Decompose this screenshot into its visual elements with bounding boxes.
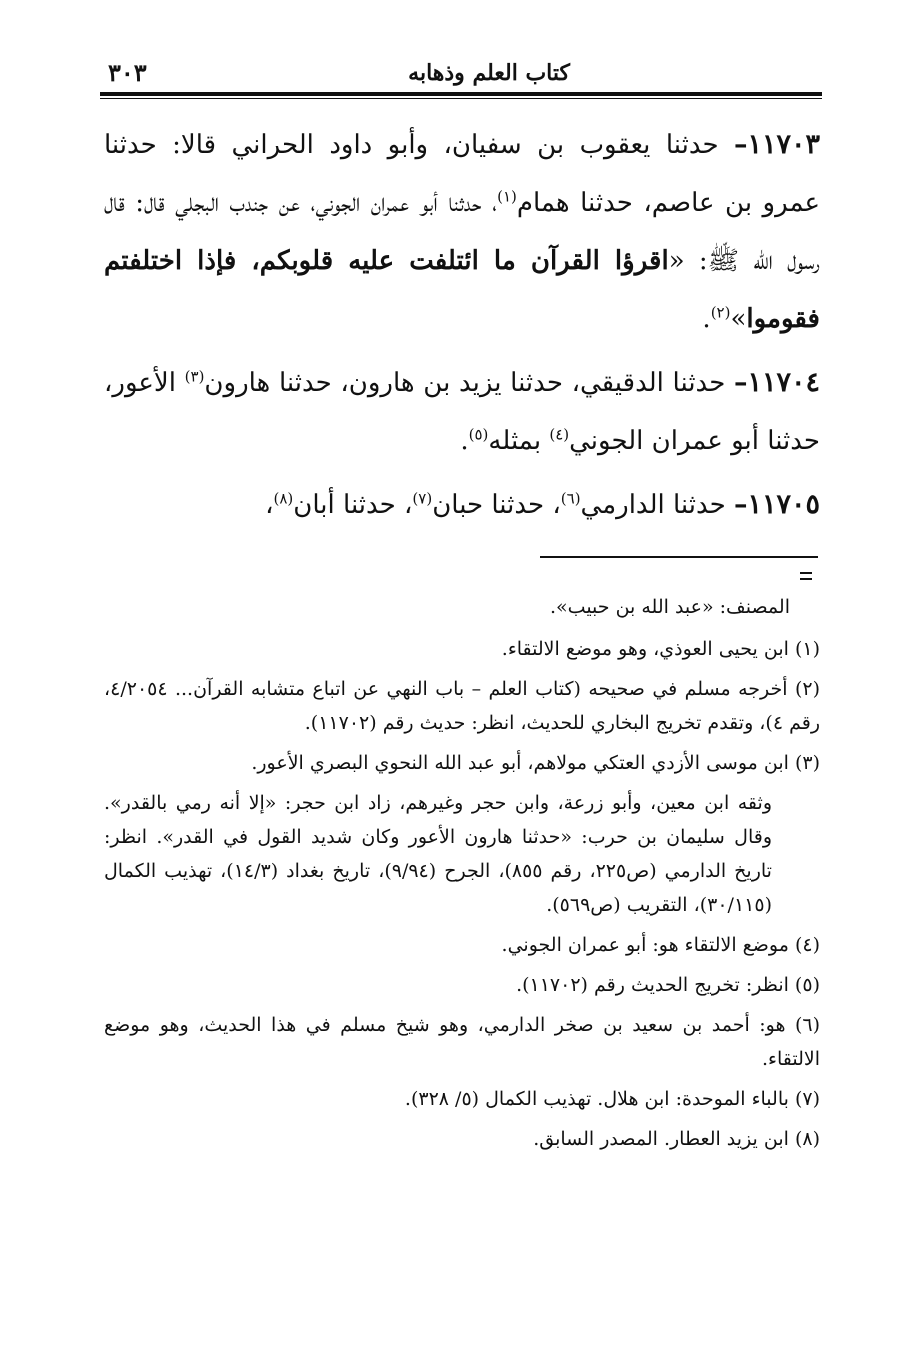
footnote-7: (٧) بالباء الموحدة: ابن هلال. تهذيب الكمال (٥/ ٣٢٨). xyxy=(404,1088,820,1110)
footnote-ref: (٨) xyxy=(273,489,294,508)
hadith-11703 xyxy=(104,116,820,348)
footnote-3: (٣) ابن موسى الأزدي العتكي مولاهم، أبو عبد الله النحوي البصري الأعور. xyxy=(251,752,820,774)
hadith-text: حدثنا الدقيقي، حدثنا يزيد بن هارون، حدثنا هارون xyxy=(204,368,734,398)
footnote-ref: (١) xyxy=(497,187,517,206)
hadith-text: ، حدثنا أبان xyxy=(293,490,413,520)
footnote-1: (١) ابن يحيى العوذي، وهو موضع الالتقاء. xyxy=(501,638,820,660)
hadith-number: ١١٧٠٣– xyxy=(733,129,820,160)
continuation-mark xyxy=(800,578,812,580)
footnote-ref: (٥) xyxy=(468,425,489,444)
quote-close: » xyxy=(730,304,747,334)
footnote-2: (٢) أخرجه مسلم في صحيحه (كتاب العلم – باب النهي عن اتباع متشابه القرآن... ٤/٢٠٥٤، رقم ٤)، وتقدم تخريج البخاري للحديث، انظر: حديث رقم (١١٧٠٢). xyxy=(104,678,820,734)
footnotes xyxy=(104,590,820,1162)
header-rule-thick xyxy=(100,92,822,96)
footnote-3-continuation: وثقه ابن معين، وأبو زرعة، وابن حجر وغيرهم، زاد ابن حجر: «إلا أنه رمي بالقدر». وقال سليمان بن حرب: «حدثنا هارون الأعور وكان شديد القول في القدر». انظر: تاريخ الدارمي (ص٢٢٥، رقم ٨٥٥)، الجرح (٩/٩٤)، تاريخ بغداد (١٤/٣)، تهذيب الكمال (٣٠/١١٥)، التقريب (ص٥٦٩). xyxy=(104,792,772,916)
hadith-text: الأعور، حدثنا أبو عمران الجوني xyxy=(104,368,820,456)
hadith-text: . xyxy=(460,426,469,456)
continuation-mark xyxy=(800,572,812,574)
footnote-ref: (٢) xyxy=(710,303,731,322)
hadith-text: ، حدثنا أبو عمران الجوني، عن جندب البجلي قال: قال رسول الله ﷺ: « xyxy=(104,188,820,276)
hadith-text: بمثله xyxy=(488,426,550,456)
hadith-11704 xyxy=(104,354,820,470)
hadith-text: حدثنا يعقوب بن سفيان، وأبو داود الحراني قالا: حدثنا عمرو بن عاصم، حدثنا همام xyxy=(104,130,820,218)
footnote-ref: (٣) xyxy=(184,367,205,386)
hadith-text: . xyxy=(702,304,711,334)
chapter-title: كتاب العلم وذهابه xyxy=(408,60,570,86)
hadith-number: ١١٧٠٤– xyxy=(733,367,820,398)
hadith-quote: اقرؤا القرآن ما ائتلفت عليه قلوبكم، فإذا اختلفتم فقوموا xyxy=(104,246,820,334)
footnote-carryover: المصنف: «عبد الله بن حبيب». xyxy=(550,596,790,618)
header-rule-thin xyxy=(100,98,822,99)
footnote-separator xyxy=(540,556,818,558)
page-number: ٣٠٣ xyxy=(108,58,147,87)
footnote-ref: (٤) xyxy=(549,425,570,444)
hadith-number: ١١٧٠٥– xyxy=(733,489,820,520)
hadith-text: حدثنا الدارمي xyxy=(580,490,734,520)
footnote-ref: (٧) xyxy=(412,489,433,508)
running-header xyxy=(100,58,820,92)
hadith-text: ، حدثنا حبان xyxy=(432,490,561,520)
footnote-ref: (٦) xyxy=(560,489,581,508)
footnote-5: (٥) انظر: تخريج الحديث رقم (١١٧٠٢). xyxy=(516,974,820,996)
main-text xyxy=(104,116,820,540)
footnote-4: (٤) موضع الالتقاء هو: أبو عمران الجوني. xyxy=(501,934,820,956)
hadith-text: ، xyxy=(265,490,274,520)
hadith-11705 xyxy=(104,476,820,534)
footnote-6: (٦) هو: أحمد بن سعيد بن صخر الدارمي، وهو شيخ مسلم في هذا الحديث، وهو موضع الالتقاء. xyxy=(104,1014,820,1070)
footnote-8: (٨) ابن يزيد العطار. المصدر السابق. xyxy=(533,1128,820,1150)
